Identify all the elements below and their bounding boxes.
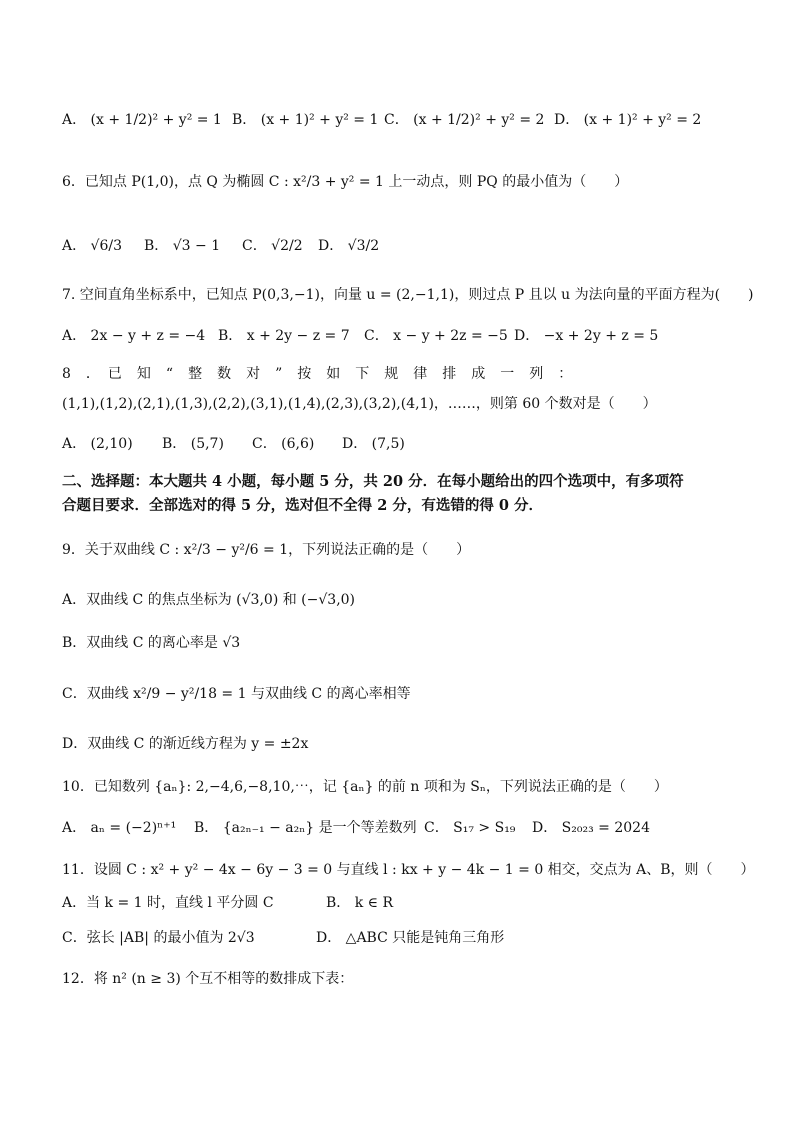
q6-option-d: D． √3/2 — [318, 238, 380, 254]
q8-option-c: C． (6,6) — [252, 436, 315, 452]
q11-option-d: D． △ABC 只能是钝角三角形 — [316, 930, 505, 946]
q5-option-a: A． (x + 1/2)² + y² = 1 — [62, 112, 222, 128]
q9-option-d: D．双曲线 C 的渐近线方程为 y = ±2x — [62, 736, 309, 752]
q9-option-a: A．双曲线 C 的焦点坐标为 (√3,0) 和 (−√3,0) — [62, 592, 356, 608]
q10-option-b: B． {a₂ₙ₋₁ − a₂ₙ} 是一个等差数列 — [194, 820, 417, 836]
q8-option-a: A． (2,10) — [62, 436, 133, 452]
q7-option-a: A． 2x − y + z = −4 — [62, 328, 206, 344]
q7-option-d: D． −x + 2y + z = 5 — [514, 328, 659, 344]
q7-stem: 7. 空间直角坐标系中，已知点 P(0,3,−1)，向量 u = (2,−1,1)，则过点 P 且以 u 为法向量的平面方程为( ) — [62, 287, 754, 303]
q6-option-c: C． √2/2 — [242, 238, 303, 254]
q10-stem: 10．已知数列 {aₙ}: 2,−4,6,−8,10,⋯，记 {aₙ} 的前 n 项和为 Sₙ，下列说法正确的是（ ） — [62, 779, 668, 795]
q10-option-d: D． S₂₀₂₃ = 2024 — [532, 820, 650, 836]
q8-stem: 8 ． 已 知 “ 整 数 对 ” 按 如 下 规 律 排 成 一 列 ： — [62, 366, 573, 382]
q7-option-c: C． x − y + 2z = −5 — [364, 328, 508, 344]
q6-option-b: B． √3 − 1 — [144, 238, 221, 254]
q11-option-a: A．当 k = 1 时，直线 l 平分圆 C — [62, 895, 274, 911]
q11-option-b: B． k ∈ R — [326, 895, 394, 911]
q10-option-a: A． aₙ = (−2)ⁿ⁺¹ — [62, 820, 177, 836]
q8-sequence: (1,1),(1,2),(2,1),(1,3),(2,2),(3,1),(1,4),(2,3),(3,2),(4,1)，……，则第 60 个数对是（ ） — [62, 396, 657, 412]
q9-option-b: B．双曲线 C 的离心率是 √3 — [62, 635, 241, 651]
q6-stem: 6．已知点 P(1,0)，点 Q 为椭圆 C : x²/3 + y² = 1 上一动点，则 PQ 的最小值为（ ） — [62, 174, 629, 190]
q5-option-d: D． (x + 1)² + y² = 2 — [554, 112, 702, 128]
section2-heading-line1: 二、选择题：本大题共 4 小题，每小题 5 分，共 20 分．在每小题给出的四个选项中，有多项符 — [62, 473, 684, 490]
q7-option-b: B． x + 2y − z = 7 — [218, 328, 350, 344]
q12-stem: 12．将 n² (n ≥ 3) 个互不相等的数排成下表： — [62, 971, 354, 987]
q11-stem: 11．设圆 C : x² + y² − 4x − 6y − 3 = 0 与直线 l : kx + y − 4k − 1 = 0 相交，交点为 A、B，则（ ） — [62, 862, 755, 878]
q5-option-c: C． (x + 1/2)² + y² = 2 — [384, 112, 545, 128]
q8-option-b: B． (5,7) — [162, 436, 224, 452]
q11-option-c: C．弦长 |AB| 的最小值为 2√3 — [62, 930, 255, 946]
q5-option-b: B． (x + 1)² + y² = 1 — [232, 112, 379, 128]
q9-option-c: C．双曲线 x²/9 − y²/18 = 1 与双曲线 C 的离心率相等 — [62, 686, 411, 702]
q6-option-a: A． √6/3 — [62, 238, 123, 254]
section2-heading-line2: 合题目要求．全部选对的得 5 分，选对但不全得 2 分，有选错的得 0 分． — [62, 497, 544, 514]
q10-option-c: C． S₁₇ > S₁₉ — [424, 820, 516, 836]
q8-option-d: D． (7,5) — [342, 436, 405, 452]
q9-stem: 9．关于双曲线 C : x²/3 − y²/6 = 1，下列说法正确的是（ ） — [62, 542, 471, 558]
